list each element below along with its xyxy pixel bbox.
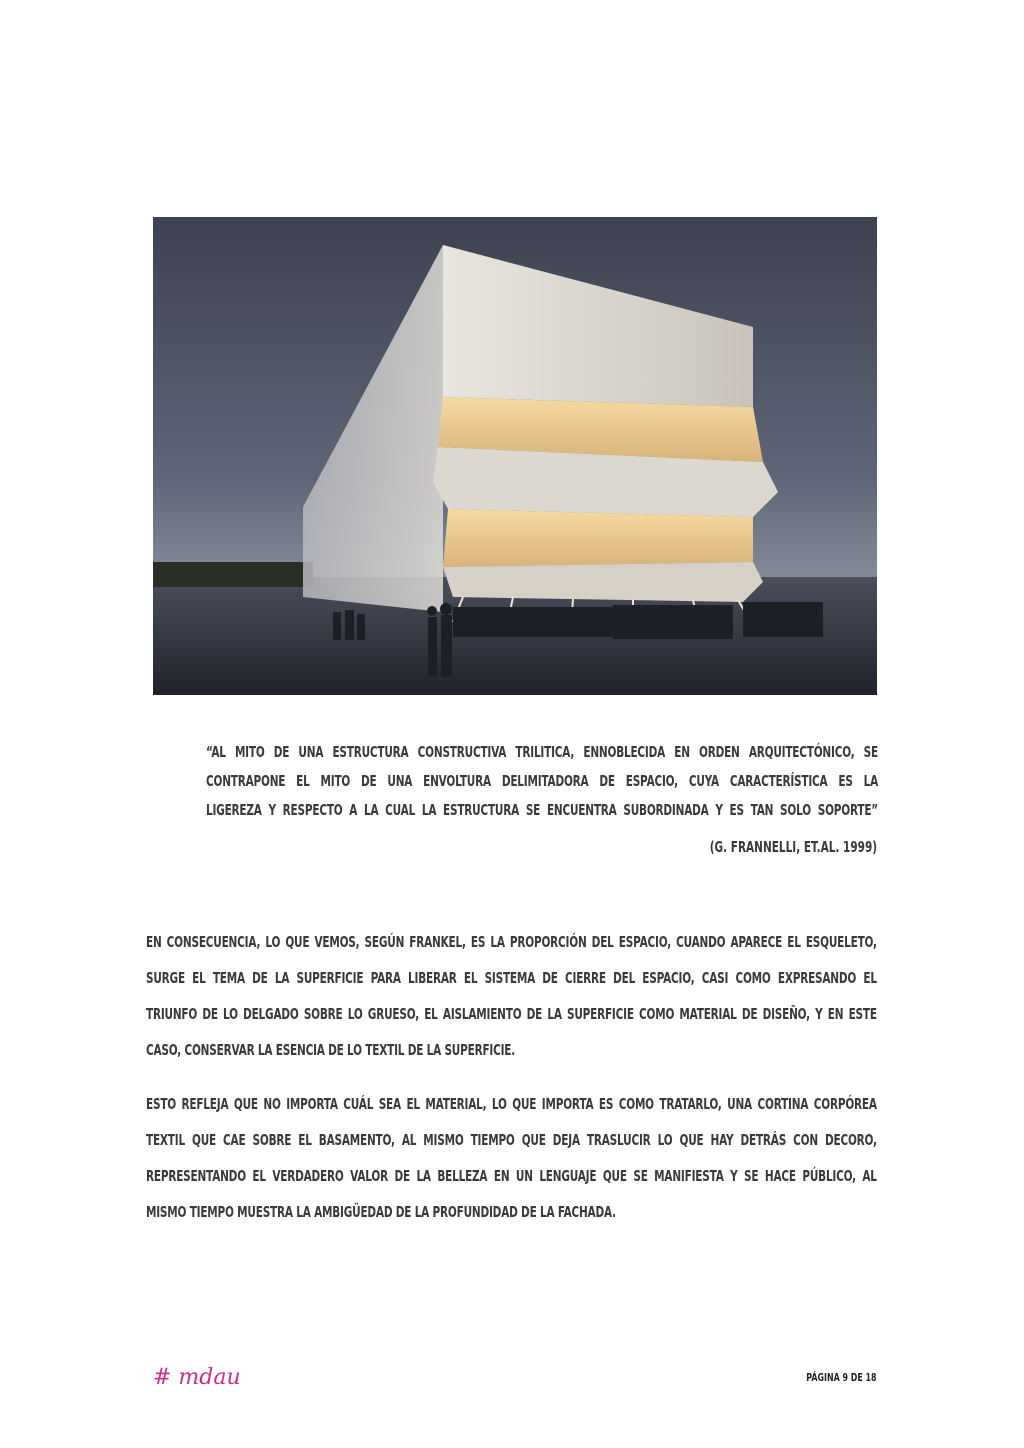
- quote-line: CONTRAPONE EL MITO DE UNA ENVOLTURA DELIMITADORA DE ESPACIO, CUYA CARACTERÍSTICA ES LA: [206, 772, 878, 790]
- paragraph-line: ESTO REFLEJA QUE NO IMPORTA CUÁL SEA EL MATERIAL, LO QUE IMPORTA ES COMO TRATARLO, UNA CORTINA CORPÓREA: [146, 1095, 877, 1113]
- quote-line: LIGEREZA Y RESPECTO A LA CUAL LA ESTRUCTURA SE ENCUENTRA SUBORDINADA Y ES TAN SOLO SOPORTE”: [206, 801, 878, 819]
- body-paragraph: [146, 1086, 877, 1230]
- footer-brand-logo: # mdau: [153, 1365, 241, 1390]
- paragraph-line: TEXTIL QUE CAE SOBRE EL BASAMENTO, AL MISMO TIEMPO QUE DEJA TRASLUCIR LO QUE HAY DETRÁS CON DECORO,: [146, 1131, 877, 1149]
- quote-block: [206, 738, 878, 825]
- paragraph-line: REPRESENTANDO EL VERDADERO VALOR DE LA BELLEZA EN UN LENGUAJE QUE SE MANIFIESTA Y SE HACE PÚBLICO, AL: [146, 1167, 877, 1185]
- paragraph-line: CASO, CONSERVAR LA ESENCIA DE LO TEXTIL DE LA SUPERFICIE.: [146, 1041, 516, 1059]
- paragraph-line: EN CONSECUENCIA, LO QUE VEMOS, SEGÚN FRANKEL, ES LA PROPORCIÓN DEL ESPACIO, CUANDO APARECE EL ESQUELETO,: [146, 933, 877, 951]
- page-number: PÁGINA 9 DE 18: [806, 1371, 877, 1384]
- paragraph-line: SURGE EL TEMA DE LA SUPERFICIE PARA LIBERAR EL SISTEMA DE CIERRE DEL ESPACIO, CASI COMO EXPRESANDO EL: [146, 969, 877, 987]
- building-render-image: [153, 217, 877, 695]
- paragraph-line: MISMO TIEMPO MUESTRA LA AMBIGÜEDAD DE LA PROFUNDIDAD DE LA FACHADA.: [146, 1203, 616, 1221]
- quote-citation: (G. FRANNELLI, ET.AL. 1999): [709, 838, 877, 856]
- quote-line: “AL MITO DE UNA ESTRUCTURA CONSTRUCTIVA TRILITICA, ENNOBLECIDA EN ORDEN ARQUITECTÓNICO, SE: [206, 743, 878, 761]
- body-paragraph: [146, 924, 877, 1068]
- paragraph-line: TRIUNFO DE LO DELGADO SOBRE LO GRUESO, EL AISLAMIENTO DE LA SUPERFICIE COMO MATERIAL DE DISEÑO, Y EN ESTE: [146, 1005, 877, 1023]
